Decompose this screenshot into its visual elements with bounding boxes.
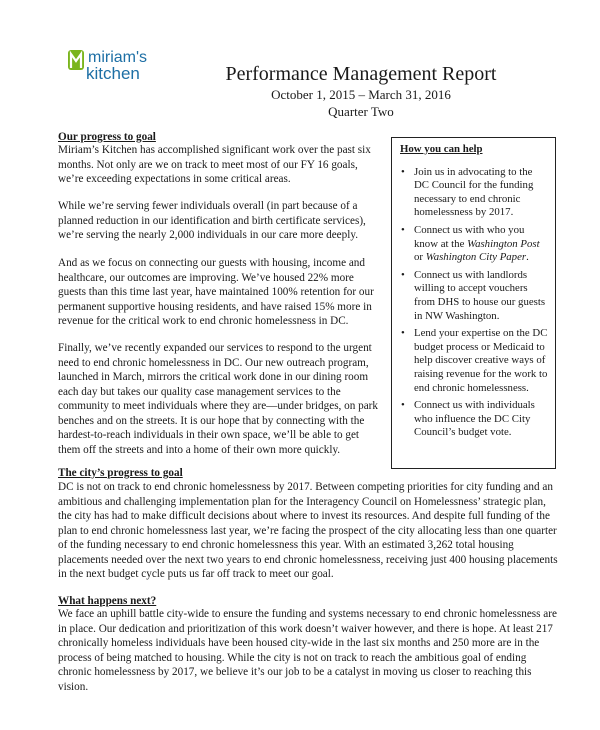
logo-line2: kitchen [86, 64, 140, 83]
logo-line1: miriam's [88, 49, 148, 66]
list-item [398, 399, 549, 440]
progress-paragraph-2: While we’re serving fewer individuals overall (in part because of a planned reduction in our identification and birth certificate services), we’re serving the nearly 2,000 individuals in our care more deeply. [58, 200, 366, 241]
publication-name: Washington City Paper [425, 251, 527, 264]
list-item-text: Join us in advocating to the DC Council for the funding necessary to end chronic homelessness by 2017. [414, 165, 534, 219]
date-range: October 1, 2015 – March 31, 2016 [271, 87, 451, 102]
list-item [398, 327, 549, 395]
progress-paragraph-1: Miriam’s Kitchen has accomplished significant work over the past six months. Not only are we on track to meet most of our FY 16 goals, we’re exceeding expectations in some critical areas. [58, 144, 371, 185]
miriams-kitchen-logo [68, 44, 188, 84]
list-item-text: Connect us with landlords willing to accept vouchers from DHS to house our guests in NW Washington. [414, 268, 546, 322]
bullet-icon: • [401, 327, 405, 340]
bullet-icon: • [401, 399, 405, 412]
progress-heading: Our progress to goal [58, 131, 156, 143]
progress-paragraph-4: Finally, we’ve recently expanded our services to respond to the urgent need to end chronic homelessness in DC. Our new outreach program, launched in March, mirrors the critical work done in our dining room each day but takes our quality case management services to the community to meet individuals where they are—under bridges, on park benches and on the streets. It is our hope that by connecting with the hardest-to-reach individuals in their own space, we’ll be able to get them off the streets and into a home of their own more quickly. [58, 342, 379, 456]
report-header [196, 62, 526, 120]
next-heading: What happens next? [58, 595, 157, 607]
list-item-text: or [414, 251, 426, 264]
list-item-text: Lend your expertise on the DC budget process or Medicaid to help discover creative ways of raising revenue for the work to end chronic homelessness. [414, 327, 548, 394]
city-heading: The city’s progress to goal [58, 467, 183, 479]
bullet-icon: • [401, 165, 405, 178]
list-item-text: . [526, 251, 529, 264]
bullet-icon: • [401, 268, 405, 281]
list-item [398, 224, 549, 265]
help-list [398, 166, 549, 440]
list-item [398, 166, 549, 220]
list-item-text: Connect us with individuals who influence the DC City Council’s budget vote. [414, 399, 535, 439]
quarter-label: Quarter Two [328, 104, 394, 119]
progress-paragraph-3: And as we focus on connecting our guests with housing, income and healthcare, our outcomes are improving. We’ve housed 22% more guests than this time last year, have maintained 100% retention for our permanent supportive housing residents, and have raised 15% more in revenue for the critical work to end chronic homelessness in DC. [58, 257, 374, 327]
logo-graphic [68, 44, 188, 84]
bullet-icon: • [401, 223, 405, 236]
list-item [398, 269, 549, 323]
how-you-can-help-box [391, 137, 556, 469]
sidebar-title: How you can help [400, 143, 483, 155]
page-title: Performance Management Report [225, 63, 497, 85]
list-item-text: Connect us with who you know at the [414, 223, 525, 250]
city-paragraph: DC is not on track to end chronic homelessness by 2017. Between competing priorities for city funding and an ambitious and challenging implementation plan for the Interagency Council on Homelessness’ strategic plan, the city has had to make difficult decisions about where to invest its resources. And despite full funding of the plan to end chronic homelessness last year, we’re facing the prospect of the city allocating less than one quarter of the funding necessary to end chronic homelessness this year. With an estimated 3,262 total housing placements needed over the next two years to end chronic homelessness, receiving just 400 housing placements in the next budget cycle puts us far off track to meet our goal. [58, 481, 558, 580]
next-paragraph: We face an uphill battle city-wide to ensure the funding and systems necessary to end chronic homelessness are in place. Our dedication and prioritization of this work doesn’t waiver however, and there is hope. At least 217 chronically homeless individuals have been housed city-wide in the last six months and 250 more are in the process of being matched to housing. While the city is not on track to reach the ambitious goal of ending chronic homelessness by 2017, we believe it’s our job to be a catalyst in moving us closer to reaching this vision. [58, 608, 557, 693]
publication-name: Washington Post [467, 237, 540, 250]
